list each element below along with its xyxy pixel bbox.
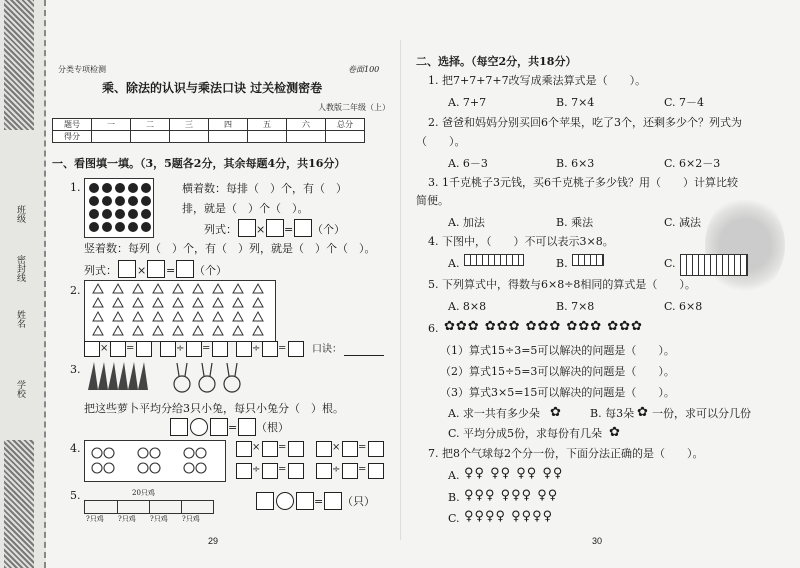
- r-q5-option-b[interactable]: B. 7×8: [556, 300, 595, 313]
- r-q3-text: 3. 1千克桃子3元钱，买6千克桃子多少钱？用（ ）计算比较: [428, 176, 738, 189]
- r-q1-option-b[interactable]: B. 7×4: [556, 96, 595, 109]
- answer-box[interactable]: [288, 441, 304, 457]
- answer-box[interactable]: [212, 341, 228, 357]
- score-cell[interactable]: [131, 131, 170, 143]
- r-q6-option-b[interactable]: B. 每3朵: [590, 407, 635, 420]
- score-cell[interactable]: [326, 131, 365, 143]
- binding-label-class: 班级: [15, 205, 25, 223]
- div-sign: ÷: [176, 343, 185, 354]
- q1-line2: 排，就是（ ）个（ ）。: [182, 202, 309, 215]
- balloon-icon-row-a: ♀♀ ♀♀ ♀♀ ♀♀: [464, 466, 564, 481]
- answer-box[interactable]: [262, 341, 278, 357]
- answer-box[interactable]: [236, 341, 252, 357]
- answer-box[interactable]: [262, 441, 278, 457]
- r-q6-option-b-cont: 一份，求可以分几份: [652, 407, 751, 420]
- r-q6-sub1: （1）算式15÷3=5可以解决的问题是（ ）。: [440, 344, 675, 357]
- ball-grid-image: [84, 178, 154, 238]
- r-q7-option-a[interactable]: A.: [448, 469, 460, 482]
- r-q3-option-a[interactable]: A. 加法: [448, 216, 485, 229]
- binding-texture: [4, 0, 34, 130]
- q5-sub-label: ?只鸡: [118, 515, 136, 523]
- answer-box[interactable]: [342, 441, 358, 457]
- score-header-cell: 一: [92, 119, 131, 131]
- page-divider: [400, 40, 401, 540]
- r-q3-text-cont: 简便。: [416, 194, 449, 207]
- q3-number: 3.: [70, 363, 81, 376]
- answer-box[interactable]: [324, 492, 342, 510]
- q1-formula1-tail: （个）: [312, 223, 345, 236]
- r-q4-option-b[interactable]: B.: [556, 257, 568, 270]
- q4-number: 4.: [70, 442, 81, 455]
- answer-box[interactable]: [84, 341, 100, 357]
- score-cell[interactable]: [92, 131, 131, 143]
- mult-sign: ×: [100, 343, 109, 354]
- q5-sub-label: ?只鸡: [86, 515, 104, 523]
- operator-circle[interactable]: [190, 418, 208, 436]
- r-q4-b-bead-bar: [572, 254, 604, 266]
- r-q5-option-c[interactable]: C. 6×8: [664, 300, 703, 313]
- score-table-header-row: [53, 119, 365, 131]
- flower-icon: ✿: [637, 405, 648, 420]
- r-q5-text: 5. 下列算式中，得数与6×8÷8相同的算式是（ ）。: [428, 278, 696, 291]
- eq-sign: =: [126, 343, 135, 354]
- answer-box[interactable]: [342, 463, 358, 479]
- score-row-label: 得分: [53, 131, 92, 143]
- r-q6-sub2: （2）算式15÷5=3可以解决的问题是（ ）。: [440, 365, 675, 378]
- confidential-stamp: [705, 195, 785, 295]
- score-cell[interactable]: [287, 131, 326, 143]
- answer-box[interactable]: [266, 219, 284, 237]
- score-header-cell: 题号: [53, 119, 92, 131]
- q1-number: 1.: [70, 181, 81, 194]
- page-number-right: 30: [592, 536, 603, 546]
- q5-bar-label: 20只鸡: [132, 489, 155, 497]
- score-header-cell: 五: [248, 119, 287, 131]
- score-header-cell: 总分: [326, 119, 365, 131]
- q1-line1: 横着数：每排（ ）个，有（ ）: [182, 182, 347, 195]
- q1-line3: 竖着数：每列（ ）个，有（ ）列，就是（ ）个（ ）。: [84, 242, 376, 255]
- flower-icon: ✿: [550, 405, 561, 420]
- answer-box[interactable]: [236, 441, 252, 457]
- r-q3-option-c[interactable]: C. 减法: [664, 216, 702, 229]
- score-cell[interactable]: [170, 131, 209, 143]
- rabbits-image: [170, 360, 245, 396]
- answer-box[interactable]: [316, 463, 332, 479]
- q5-tail: （只）: [342, 495, 375, 508]
- binding-strip: [0, 0, 46, 568]
- balloon-icon-row-b: ♀♀♀ ♀♀♀ ♀♀: [464, 488, 559, 503]
- page-title: 乘、除法的认识与乘法口诀 过关检测密卷: [102, 81, 323, 95]
- q5-sub-label: ?只鸡: [182, 515, 200, 523]
- ball-grid-icon: [85, 179, 153, 237]
- r-q6-number: 6.: [428, 322, 439, 335]
- answer-box[interactable]: [316, 441, 332, 457]
- answer-box[interactable]: [110, 341, 126, 357]
- score-header-cell: 六: [287, 119, 326, 131]
- q1-formula2-tail: （个）: [194, 264, 227, 277]
- answer-box[interactable]: [136, 341, 152, 357]
- triangle-icon-grid: [85, 281, 275, 341]
- r-q4-option-c[interactable]: C.: [664, 257, 676, 270]
- section-1-heading: 一、看图填一填。（3，5题各2分，其余每题4分，共16分）: [52, 157, 346, 170]
- q1-formula1-label: 列式：: [204, 223, 237, 236]
- answer-box[interactable]: [238, 219, 256, 237]
- section-2-heading: 二、选择。（每空2分，共18分）: [416, 55, 577, 68]
- answer-box[interactable]: [288, 463, 304, 479]
- flower-icon-row: ✿✿✿ ✿✿✿ ✿✿✿ ✿✿✿ ✿✿✿: [444, 319, 643, 334]
- r-q2-text-cont: （ ）。: [416, 135, 466, 148]
- score-cell[interactable]: [248, 131, 287, 143]
- triangle-grid-image: [84, 280, 276, 342]
- r-q1-option-c[interactable]: C. 7－4: [664, 96, 705, 109]
- answer-box[interactable]: [147, 260, 165, 278]
- apple-icon-group: [85, 441, 225, 481]
- flower-icon: ✿: [609, 425, 620, 440]
- answer-box[interactable]: [262, 463, 278, 479]
- binding-texture: [4, 440, 34, 568]
- div-sign: ÷: [252, 343, 261, 354]
- edition-label: 人教版二年级（上）: [318, 103, 390, 112]
- answer-box[interactable]: [170, 418, 188, 436]
- answer-box[interactable]: [238, 418, 256, 436]
- r-q2-text: 2. 爸爸和妈妈分别买回6个苹果，吃了3个，还剩多少个？列式为: [428, 116, 742, 129]
- r-q6-sub3: （3）算式3×5=15可以解决的问题是（ ）。: [440, 386, 675, 399]
- r-q5-option-a[interactable]: A. 8×8: [448, 300, 487, 313]
- q2-number: 2.: [70, 284, 81, 297]
- answer-box[interactable]: [118, 260, 136, 278]
- q5-sub-label: ?只鸡: [150, 515, 168, 523]
- answer-box[interactable]: [186, 341, 202, 357]
- r-q1-text: 1. 把7+7+7+7改写成乘法算式是（ ）。: [428, 74, 647, 87]
- balloon-icon-row-c: ♀♀♀♀ ♀♀♀♀: [464, 509, 554, 524]
- apples-image: [84, 440, 226, 482]
- answer-box[interactable]: [296, 492, 314, 510]
- answer-box[interactable]: [236, 463, 252, 479]
- answer-box[interactable]: [294, 219, 312, 237]
- eq-sign: =: [278, 343, 287, 354]
- binding-label-seal: 密封线: [15, 255, 25, 282]
- top-tag: 分类专项检测: [58, 65, 106, 74]
- r-q7-option-b[interactable]: B.: [448, 491, 460, 504]
- answer-box[interactable]: [256, 492, 274, 510]
- score-cell[interactable]: [209, 131, 248, 143]
- r-q2-option-a[interactable]: A. 6－3: [448, 157, 488, 170]
- r-q4-text: 4. 下图中，（ ）不可以表示3×8。: [428, 235, 614, 248]
- score-table-score-row: [53, 131, 365, 143]
- r-q7-option-c[interactable]: C.: [448, 512, 460, 525]
- answer-box[interactable]: [176, 260, 194, 278]
- r-q3-option-b[interactable]: B. 乘法: [556, 216, 594, 229]
- r-q6-option-a[interactable]: A. 求一共有多少朵: [448, 407, 540, 420]
- r-q6-option-c[interactable]: C. 平均分成5份，求每份有几朵: [448, 427, 603, 440]
- r-q2-option-b[interactable]: B. 6×3: [556, 157, 595, 170]
- score-tag: 卷面100: [348, 65, 380, 74]
- rabbit-icon-group: [170, 360, 245, 396]
- answer-box[interactable]: [368, 441, 384, 457]
- q1-formula2-label: 列式：: [84, 264, 117, 277]
- operator-circle[interactable]: [276, 492, 294, 510]
- r-q7-text: 7. 把8个气球每2个分一份，下面分法正确的是（ ）。: [428, 447, 704, 460]
- page-number-left: 29: [208, 536, 219, 546]
- koujue-answer-line[interactable]: [344, 355, 384, 356]
- carrot-icon-group: [84, 360, 154, 394]
- binding-label-name: 姓名: [15, 310, 25, 328]
- answer-box[interactable]: [288, 341, 304, 357]
- q5-number: 5.: [70, 489, 81, 502]
- eq-sign: =: [202, 343, 211, 354]
- r-q2-option-c[interactable]: C. 6×2－3: [664, 157, 721, 170]
- carrots-image: [84, 360, 154, 394]
- q5-bar-diagram: [84, 500, 214, 514]
- koujue-label: 口诀：: [312, 344, 342, 355]
- r-q4-c-bead-grid: [680, 254, 748, 276]
- r-q4-option-a[interactable]: A.: [448, 257, 460, 270]
- binding-label-school: 学校: [15, 380, 25, 398]
- score-header-cell: 二: [131, 119, 170, 131]
- score-table: [52, 118, 365, 143]
- q3-tail: （根）: [256, 421, 289, 434]
- score-header-cell: 四: [209, 119, 248, 131]
- r-q4-a-bead-bar: [464, 254, 524, 266]
- answer-box[interactable]: [160, 341, 176, 357]
- score-header-cell: 三: [170, 119, 209, 131]
- r-q1-option-a[interactable]: A. 7+7: [448, 96, 487, 109]
- answer-box[interactable]: [368, 463, 384, 479]
- answer-box[interactable]: [210, 418, 228, 436]
- q3-text: 把这些萝卜平均分给3只小兔，每只小兔分（ ）根。: [84, 402, 344, 415]
